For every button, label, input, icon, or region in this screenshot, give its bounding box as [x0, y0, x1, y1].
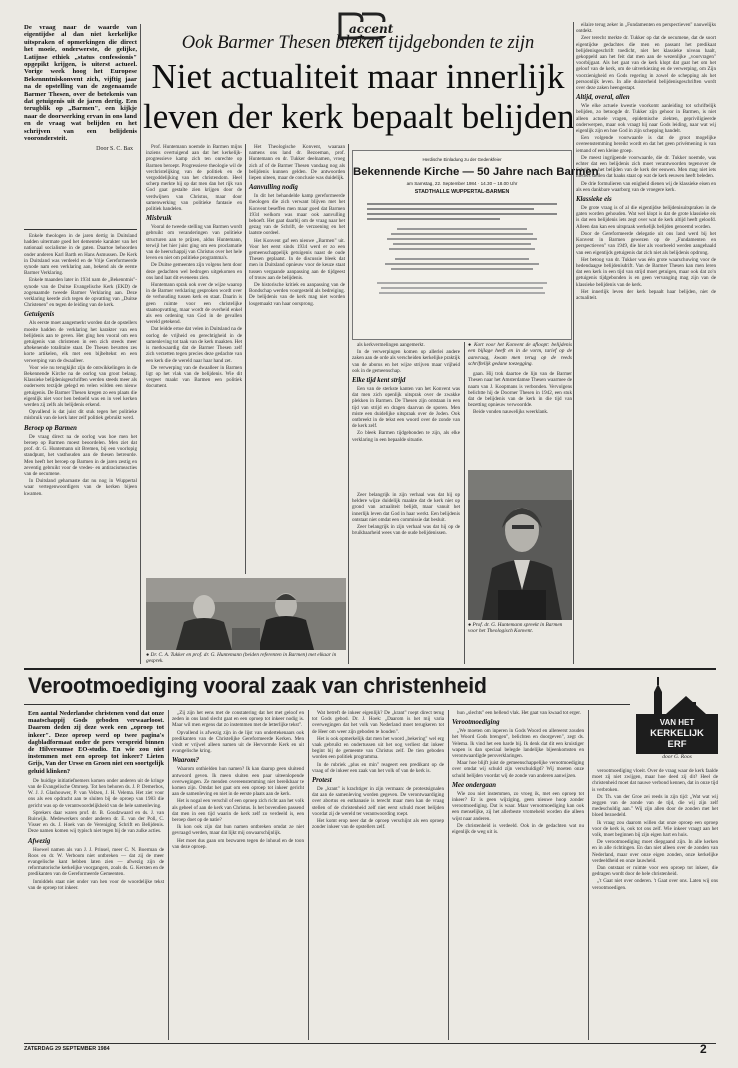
caption-column: ● Kort voor het Konvent de afloopt: belijdenis een bijlage heeft en in de vorm, tarief op de aanvraag, kwam men terug op de reeds schriftelijk gedane toezegging. gaan. Hij trok daartoe de lijn van de Barmer Thesen naar het Amsterdamse Thesen waarmee de naam van J. Koopmans is verbonden. Vervolgens belichtte hij de Doorner Thesen in 1942, een stuk dat de belijdenis van de kerk in die tijd van bezetting opnieuw verwoordde. Beide vonden nauwelijks weerklank.	[468, 342, 573, 416]
bottom-column-2: „Zij zijn het eens met de constatering dat het met geloof en zeden in ons land slecht gaat en een oproep tot inkeer nodig is. Maar wil men ergens dat zo instemmen met de letterlijke tekst". Opvallend is afwezig zijn in de lijst van ondertekenaars ook predikanten van de Christelijke Gereformeerde Kerken. Men vindt er vrijwel alleen namen uit de Hervormde Kerk en uit evangelische kring. Waarom? Waarom onthielden hun namen? Ik kan daarop geen sluitend antwoord geven. Ik meen sluiten een paar uiteenlopende overwegingen. Ze menden overeenstemming niet bereikbaar te komen zijn. Omdat het gaat om een oproep tot inkeer gericht aan de samenleving en niet in de eerste plaats aan de kerk. Het is nogal een verschil of een oproep zich richt aan het volk als geheel of aan de kerk van Christus. Is het bovendien passend dat men in een tijd waarin de kerk zelf zo verdeeld is, een beroep doet op de natie? Ik kon ook zijn dat hun namen ontbreken omdat ze niet gevraagd werden, maar dat lijkt mij onwaarschijnlijk. Het moet dus gaan om bezwaren tegen de inhoud en de toon van deze oproep.	[172, 710, 304, 850]
subhead-aanvulling: Aanvulling nodig	[249, 184, 298, 192]
caption-konvent: ● Kort voor het Konvent de afloopt: belijdenis een bijlage heeft en in de vorm, tarief op de aanvraag, kwam men terug op de reeds schriftelijk gedane toezegging.	[468, 342, 573, 367]
article-column-5: eilaire terug zeker in „Fundamenten en perspectieven" nauwelijks ontdekt. Zeer terecht merkte dr. Tukker op dat de oecumene, dat de soort eigentijdse gedachtes die men en passant het predikaat belijdenisgeschrift toedicht, niet het klassieke niveau haalt, gekoppeld aan het feit dat men aan de wezenlijke „voorvragen" voorbijgaat. Als het gaat van de kerk klopt dat gaat het om het geloof van de kerk, om de uitverkiezing en de verwerping, om Zijn voorzienigheid en Gods regering in zowel de schepping als het persoonlijk leven. In alle duisterheid belijdenisgeschriften wordt over deze zaken heengestapt. Altijd, overal, allen Wie elke actuele kwestie voorkomt aanleiding tot schriftelijk belijden, zo betoogde dr. Tukker zijn gehoor in Barmen, is niet alleen actuele vragen, epidemische ziekten, gepriviligieerde onderwerpen, maar ook vraagt hij naar Gods leiding, naar wat wij eigenlijk zijn en hoe God in zijn schepping handelt. Een volgende voorwaarde is dat de groot mogelijke overeenstemming bereikt wordt en dat het geen privémening is van iemand of een kleine groep. De meest ingrijpende voorwaarde, die dr. Tukker noemde, was echter dat een belijdenis zich moet verantwoorden tegenover de Schrift en het belijden van de kerk der eeuwen. Men mag niet iets nieuws stellen dat haaks staat op wat de kerk eeuwen heeft beleden. De drie formulieren van enigheid dienen wij de klassieke eisen en als een dankbare waarborg van de vroegere kerk. Klassieke eis De grote vraag is of al die eigentijdse belijdenisuitspraken in de gaten worden gehouden. Wat wel klopt is dat de grote klassieke eis is dat een belijdenis iets zegt over wat de kerk altijd heeft geloofd. Alleen dan kan een uitspraak werkelijk belijden genoemd worden. Door de Gereformeerde delegatie uit ons land werd bij het Konvent in Barmen gewezen op de „Fundamenten en perspectieven" van 1949, die hier als voorbeeld werden aangehaald van een eigentijds getuigenis dat zich niet als belijdenis opdrong. Het betoog van dr. Tukker was één grote waarschuwing voor de hedendaagse belijdenisdrift. Van de Barmer Thesen kan men leren dat een kerk in een tijd van strijd moet getuigen, maar ook dat zo'n getuigenis tijdgebonden is en geen vervanging mag zijn van de klassieke belijdenis van de kerk. Het innerlijk leven der kerk bepaalt haar belijden, niet de actualiteit.	[576, 22, 716, 301]
page-number: 2	[700, 1042, 707, 1056]
article-column-3b: als kerkvermelingen aangemerkt. In de verwerpingen komen op allerlei andere zaken aan de orde als verscheiden kerkelijke praktijk van de aborus en het wijze strijven maar vrijheid ook in de gemeenschap. Elke tijd kent strijd Een van de sterkste kanten van het Konvent was dat men zich openlijk uitsprak over de zwakke plekken in Barmen. De Thesen zijn ontstaan in een tijd van strijd en dragen daarvan de sporen. Men miste een duidelijke uitspraak over de Joden. Ook ontbreekt in de tekst een woord over de zonde van de kerk zelf. Zo bleek Barmen tijdgebonden te zijn, als elke verklaring in een bepaalde situatie.	[352, 342, 460, 443]
column-rule-5	[573, 22, 574, 664]
footer-rule	[24, 1043, 716, 1044]
bottom-column-rule-4	[588, 710, 589, 1040]
subhead-verootmoediging: Verootmoediging	[452, 719, 500, 727]
bottom-column-rule-3	[448, 710, 449, 1040]
photo-tukker-huntemann	[146, 578, 346, 650]
byline: Door S. C. Bax	[96, 145, 133, 152]
subhead-mee-ondergaan: Mee ondergaan	[452, 781, 496, 789]
caption-huntemann: ● Prof. dr. G. Huntemann spreekt in Barmen voor het Theologisch Konvent.	[468, 622, 563, 635]
bottom-column-rule-1	[168, 710, 169, 1040]
article-column-1: Enkele theologen in de jaren dertig in Duitsland hadden uitermate goed het dementele karakter van het nationaal socialisme in de gaten. Daartoe behoorden onder anderen Karl Barth en Hans Asmussen. De Kerk in Duitsland was verdeeld en de Vrije Gereformeerde synode nam een verklaring aan, bekend als de eerste Barmer Verklaring. Enkele maanden later in 1934 nam de „Bekenntnis"-synode van de Duitse Evangelische Kerk (EKD) de zogenaamde tweede Barmer Verklaring aan. Deze verklaring keerde zich tegen de opvatting van „Duitse Christenen" en tegen de leiding van de kerk. Getuigenis Als eerste moet aangemerkt worden dat de opstellers moeite hadden de verklaring het karakter van een belijdenis aan te geven. Het ging hen vooral om een getuigenis van christenen in een zich steeds meer aftekenende totalitaire staat. De Thesen bevatten zes korte artikelen, elk met een bijbeltekst en een verwerping van de dwaalleer. Voor wie nu terugkijkt zijn de ontwikkelingen in de Bekennende Kirche na de oorlog van groot belang. Klassieke belijdenisgeschriften werden steeds meer als ouderwets terzijde gelegd en velen wilden een nieuw getuigenis. De Barmer Thesen kregen zo een plaats die eigenlijk niet voor hen bedoeld was en in veel kerken werden zij zelfs als belijdenis erkend. Opvallend is dat juist dit stuk tegen het politieke misbruik van de kerk later zelf politiek gebruikt werd. Beroep op Barmen De vraag direct na de oorlog was hoe men het beroep op Barmen moest beoordelen. Men ziet dat prof. dr. G. Huntemann uit Bremen, bij een voorlopig standpunt, het vasthouden aan de thesen betreurde. Men heeft het beroep op Barmen in de jaren zestig en zeventig gebruikt voor de vredes- en antiracismeacties van de oecumene. In Duitsland geharnaste dat nu nog in Wuppertal waar vertegenwoordigers van de kerken bijeen kwamen.	[24, 233, 137, 497]
article-lead: De vraag naar de waarde van eigentijdse al dan niet kerkelijke uitspraken of opmerkingen die direct het moeie, onderwerste, de gelijke, Latijnse ethiek „status confessionis" opgepikt krijgen, is uiterst actueel. Vorige week hoog het Europese Bekennntniskonvent zich, vijftig jaar na de opstelling van de zogenaamde Barmer Thesen, over de betekenis van dat getuigenis uit de jaren dertig. Een terugblik op „Barmen", een kijkje naar de doorwerking ervan in ons land en de vraag wat belijden en het schrijven van een belijdenis voorondersteit.	[24, 24, 137, 143]
poster-place: STADTHALLE WUPPERTAL-BARMEN	[414, 189, 510, 195]
column-rule-3	[348, 144, 349, 664]
bottom-column-4: hun „slechts" een hellend vlak. Het gaat van kwaad tot erger. Verootmoediging „We moeten om inperen in Gods Woord en allereerst zouden het Woord Gods brengen", belichten en doorgeven", zegt ds. Velema. Ik vind het een harde bij. Ik denk dat dit een kruistiger wapen is dan speciaal belegde landelijke bijeenkomsten en verontwaardigde persverklaringen. Maar hoe blijft juist de gemeenschappelijke verootmoediging over omdat wij schuld zijn verschuldigd? Wij moeten onze schuld belijden voordat wij de zonde van anderen aanwijzen. Mee ondergaan Wie zou niet instemmen, zo vroeg ik, met een oproep tot inkeer? Er is geen wijziging, geen nieuwe hoop zonder verootmoediging. Dat is waar. Maar verootmoediging kan ook een menselijke, zij het allerbeste vromeheid worden die alleen wijst naar anderen. De christenheid is verdeeld. Ook in de gedachten wat nu eigenlijk de weg uit is.	[452, 710, 584, 836]
column-logo-box	[636, 674, 718, 764]
photo-huntemann	[468, 470, 572, 620]
logo-line-2: KERKELIJK	[650, 728, 704, 739]
article-column-3c: Zeer belangrijk in zijn verhaal was dat hij op heldere wijze duidelijk maakte dat de kerk niet op grond van actualiteit belijdt, maar vanuit het innerlijk leven dat God in haar werkt. Een belijdenis ontstaat niet omdat een commissie dat besluit. Zeer belangrijk in zijn verhaal was dat hij op de bruikbaarheid wees van de oude belijdenissen.	[352, 492, 460, 537]
bottom-column-3: Wat betreft de inkeer eigenlijk? De „krant" roept direct terug tot Gods gebod. Dr. J. Hoek: „Daarom is het mij varia overwegingen dat het volk van Nederland moet terugkeren tot de Heer om weer zijn geboden te houden". Het is ook opmerkelijk dat men het woord „bekering" wel erg vaak gebruikt en ondertussen uit het oog verliest dat inkeer begint bij de gemeente van Christus zelf. De tien geboden worden een politiek programma. In de rubriek „plus en min" reageert een predikant op de vraag of de inkeer een zaak van het volk of van de kerk is. Protest De „krant" is krachtiger in zijn vermaan: de protestsignalen dat aan de samenleving worden gegeven. De verontwaardiging over abortus en euthanasie is terecht maar men kan de vraag stellen of de christenheid zelf niet eerst schuld moet belijden voordat zij de wereld ter verantwoording roept. Het komt erop neer dat de oproep verschijnt als een oproep zonder inkeer van de opstellers zelf.	[312, 710, 444, 831]
section-logo-text: accent	[349, 22, 394, 36]
headline-line-1: Niet actualiteit maar innerlijk	[151, 57, 565, 96]
article-column-2: Prof. Huntemann noemde in Barmen mijns inziens overtuigend aan dat het kerkelijk-progressieve kamp zich ten onrechte op Barmen beroept. Progressieve theologie wil de verchristelijking van de politiek en de vergoddelijking van het christendom. Heel scherp merkte hij op dat men dan het rijk van God gaat gestalte zien krijgen door de verdwijnen van Christus, maar door samenwerking van politieke fantasie en politiek handelen. Misbruik Vooral de tweede stelling van Barmen wordt gebruikt om veranderingen van politieke structuren aan te prijzen, aldus Huntemann, terwijl het hier juist ging om een proclamatie van de heerschappij van Christus over het hele leven en niet om politieke programma's. De Duitse gemeenten zijn volgens hem door deze gedachten wel bedrogen uitgekomen en ons land laat dit eveneens zien. Huntemann sprak ook over de wijze waarop in de Barmer verklaring gesproken wordt over de verhouding tussen kerk en staat. Daarin is geen ruimte voor een christelijke staatsopvatting, maar wordt de overheid enkel als een ordening van God in de gevallen wereld getekend. Dat leidde ertoe dat velen in Duitsland na de oorlog de vrijheid en gerechtigheid in de samenleving tot taak van de kerk maakten. Het is merkwaardig dat de Barmer Thesen zelf zich verzetten tegen precies deze gedachte van een kerk die de wereld naar haar hand zet. De verwerping van de dwaalleer in Barmen ligt op het vlak van de belijdenis. Wie dit vergeet maakt van Barmen een politiek document.	[146, 144, 242, 390]
lead-rule	[24, 229, 137, 230]
subhead-strijd: Elke tijd kent strijd	[352, 377, 406, 385]
subhead-waarom: Waarom?	[172, 757, 200, 765]
bottom-column-1: Een aantal Nederlandse christenen vond dat onze maatschappij Gods geboden verwaarloost. Daarom deden zij deze week een „oproep tot inkeer". Deze oproep werd op twee pagina's dagbladformaat onder de pers verspreid binnen de Hilversumse EO-studio. En wie zou niet instemmen met een oproep tot inkeer? Lieten Grijs, Van der Ursse en Groen niet een soortgelijk geluid klinken? De huidige initiatiefnemers komen onder anderen uit de kringe van de Evangelische Omroep. Tot hen behoren ds. J. P. Demerbos, W. J. J. Glashouwer, P. van Velzen, J. H. Velema. Het ziet voor ons als een opdracht aan te sluiten bij de oproep van 1983 die gericht was op de verantwoordelijkheid van de hele samenleving. Sprekers daar waren prof. dr. B. Goudzwaard en ds. J. van Ruiswijk. Medewerkers onder anderen dr. E. van der Poll, C. Visser en ds. J. Hoek van de Vereniging Schrift en Belijdenis. Deze namen komen wij typisch niet tegen bij de van zulke acties. Afwezig Hoewel namen als van J. J. Prinsel, meer C. N. Boerman de Roos en dr. W. Verboom niet ontbreken — dat zij de meer evangelische kant hebben laten zien — afwezig zijn de reformatorische kerkelijke voorgangers, zoals ds. G. Kersten en de predikanten van de Gereformeerde Gemeenten. Inmiddels staat niet onder van hen voor de woordelijke tekst van de oproep tot inkeer.	[28, 710, 164, 891]
photo-huntemann-image	[468, 470, 572, 620]
subhead-afwezig: Afwezig	[28, 837, 51, 845]
bottom-lead: Een aantal Nederlandse christenen vond dat onze maatschappij Gods geboden verwaarloost. Daarom deden zij deze week een „oproep tot inkeer". Deze oproep werd op twee pagina's dagbladformaat onder de pers verspreid binnen de Hilversumse EO-studio. En wie zou niet instemmen met een oproep tot inkeer? Lieten Grijs, Van der Ursse en Groen niet een soortgelijk geluid klinken?	[28, 710, 164, 775]
headline-line-2: leven der kerk bepaalt belijden	[143, 97, 575, 136]
caption-tukker: ● Dr. C. A. Tukker en prof. dr. G. Huntemann (beiden referenten in Barmen) met elkaar in gesprek.	[146, 652, 337, 665]
article-divider	[24, 668, 716, 670]
article-column-3: Het Theologische Konvent, waaraan namens ons land dr. Bezoeman, prof. Huntemann en dr. Tukker deelnamen, vroeg zich af of de Barmer Thesen vandaag nog als belijdenis kunnen gelden. De antwoorden liepen uiteen, maar de conclusie was duidelijk. Aanvulling nodig In dit het behandelde kamp gereformeerde theologen die zich verwant blijven met het Konvent beseffen men maar goed dat Barmen 1934 welkom was maar ook aanvulling behoeft. Het gaat daarbij om de vraag naar het gezag van de Schrift, de verzoening en het laatste oordeel. Het Konvent gaf een nieuwe „Barmen" uit. Voor het eerst sinds 1934 werd er zo een gemeenschappelijk getuigenis naast de oude Thesen geplaatst. In de discussie bleek dat men in Duitsland opnieuw voor de keuze staat tussen vergaande aanpassing aan de tijdgeest of trouw aan de belijdenis. De historische kritiek en aanpassing van de Bondschap werden voorgesteld als bedreiging. De belijdenis van de kerk mag niet worden losgemaakt van haar oorsprong.	[249, 144, 345, 307]
article-kicker: Ook Barmer Thesen bleken tijdgebonden te zijn	[181, 33, 535, 53]
logo-line-3: ERF	[667, 739, 687, 750]
subhead-klassiek: Klassieke eis	[576, 196, 612, 204]
subhead-misbruik: Misbruik	[146, 215, 172, 223]
bottom-column-5: verootmoediging vloeit. Over de vraag waar de kerk faalde moet zij niet zwijgen, maar hoe deed zij dit? Heel de christenheid moet dat nauwe verbond kennen, dat in onze tijd is verbroken. Dr. Th. van der Groe zei reeds in zijn tijd: „Wat wat wij zeggen van de zonde van de tijd, die wij zijn zelf medeschuldig aan." Wij zijn allen door de zonden met het bloed bezoedeld. Ik vraag zou daarom willen dat onze oproep een oproep voor de kerk is, ook tot ons zelf. Wie inkeer vraagt aan het volk, moet beginnen bij zijn eigen hart en huis. De verootmoediging moet diepgaand zijn. In alle kerken en in alle richtingen. En dan niet alleen over de zonden van Nederland, maar over onze eigen zonden, onze kerkelijke verdeeldheid en onze lauwheid. Dan ontstaat er ruimte voor een oproep tot inkeer, die gedragen wordt door de hele christenheid. „'t Gaat niet over onderen. 't Gaat over ons. Laten wij ons verootmoedigen.	[592, 768, 718, 891]
bottom-column-rule-2	[308, 710, 309, 1040]
logo-author: door G. Roos	[662, 754, 692, 760]
poster-program	[367, 203, 557, 294]
subhead-getuigenis: Getuigenis	[24, 311, 55, 319]
column-rule-1	[140, 24, 141, 664]
bottom-headline: Verootmoediging vooral zaak van christenheid	[28, 673, 487, 698]
lead-column	[24, 24, 137, 154]
column-rule-4	[464, 342, 465, 664]
subhead-beroep: Beroep op Barmen	[24, 424, 77, 432]
column-rule-2	[245, 144, 246, 574]
footer-date: ZATERDAG 29 SEPTEMBER 1984	[24, 1046, 110, 1052]
photo-tukker-huntemann-image	[146, 578, 346, 650]
bottom-headline-rule	[24, 704, 630, 705]
poster-title: Bekennende Kirche — 50 Jahre nach Barmen	[353, 166, 599, 178]
poster-date: am Samstag, 22. September 1984 · 14.30 – 18.00 Uhr	[406, 181, 518, 186]
poster-top-line: Herdische Einladung zu der Gedenkfeier	[422, 157, 502, 162]
logo-line-1: VAN HET	[659, 718, 695, 727]
subhead-protest: Protest	[312, 777, 332, 785]
subhead-altijd: Altijd, overal, allen	[576, 94, 630, 102]
